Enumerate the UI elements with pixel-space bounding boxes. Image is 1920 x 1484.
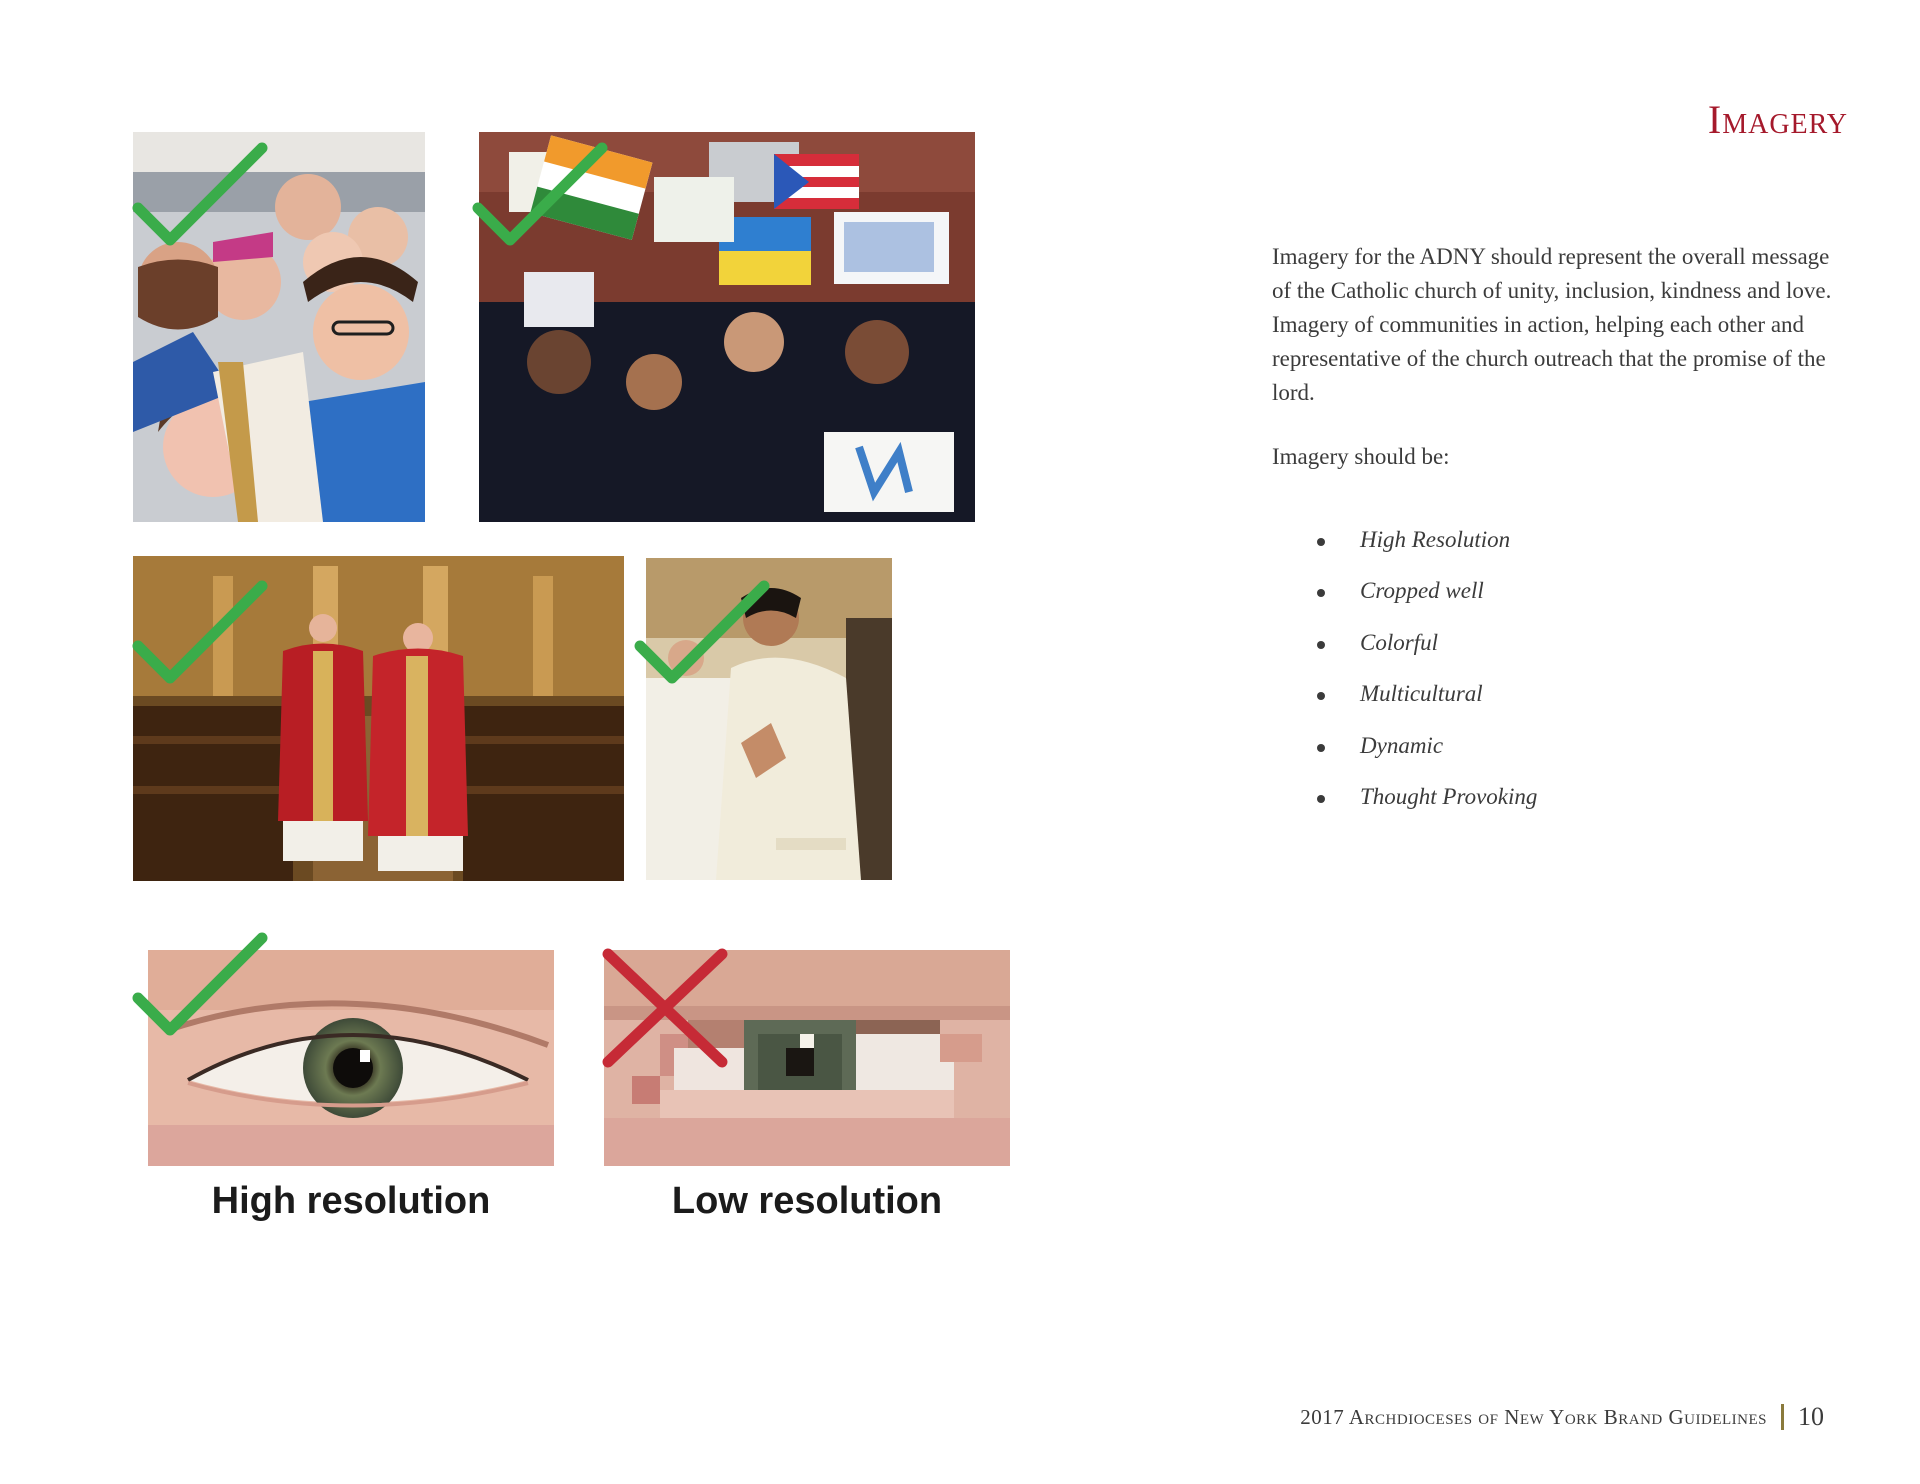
checkmark-icon xyxy=(130,140,270,250)
qualities-list xyxy=(1312,527,1537,835)
page-footer xyxy=(1300,1402,1824,1432)
bullet-icon xyxy=(1317,589,1325,597)
list-item xyxy=(1312,630,1537,681)
list-item-label: High Resolution xyxy=(1360,527,1511,552)
bullet-icon xyxy=(1317,538,1325,546)
checkmark-icon xyxy=(130,930,270,1040)
list-item xyxy=(1312,578,1537,629)
caption-high-resolution: High resolution xyxy=(211,1180,491,1222)
footer-divider xyxy=(1781,1404,1784,1430)
checkmark-icon xyxy=(470,140,610,250)
bullet-icon xyxy=(1317,692,1325,700)
list-item xyxy=(1312,733,1537,784)
list-item xyxy=(1312,784,1537,835)
list-item-label: Multicultural xyxy=(1360,681,1483,707)
list-item xyxy=(1312,681,1537,732)
bullet-icon xyxy=(1317,744,1325,752)
bullet-icon xyxy=(1317,795,1325,803)
caption-low-resolution: Low resolution xyxy=(671,1180,943,1222)
intro-paragraph: Imagery for the ADNY should represent the overall message of the Catholic church of unity, inclusion, kindness and love. Imagery of communities in action, helping each other and representative of the church outreach that the promise of the lord. xyxy=(1272,244,1832,405)
page-title: Imagery xyxy=(1707,97,1848,142)
list-item-label: Thought Provoking xyxy=(1360,783,1538,809)
list-item-label: Colorful xyxy=(1360,629,1438,655)
cross-icon xyxy=(600,946,730,1070)
qualities-lead: Imagery should be: xyxy=(1272,444,1450,469)
footer-document-title: 2017 Archdioceses of New York Brand Guidelines xyxy=(1300,1404,1767,1429)
checkmark-icon xyxy=(130,578,270,688)
list-item xyxy=(1312,527,1537,578)
page-number: 10 xyxy=(1798,1402,1824,1431)
list-item-label: Cropped well xyxy=(1360,578,1484,604)
checkmark-icon xyxy=(632,578,772,688)
bullet-icon xyxy=(1317,641,1325,649)
list-item-label: Dynamic xyxy=(1360,732,1444,758)
